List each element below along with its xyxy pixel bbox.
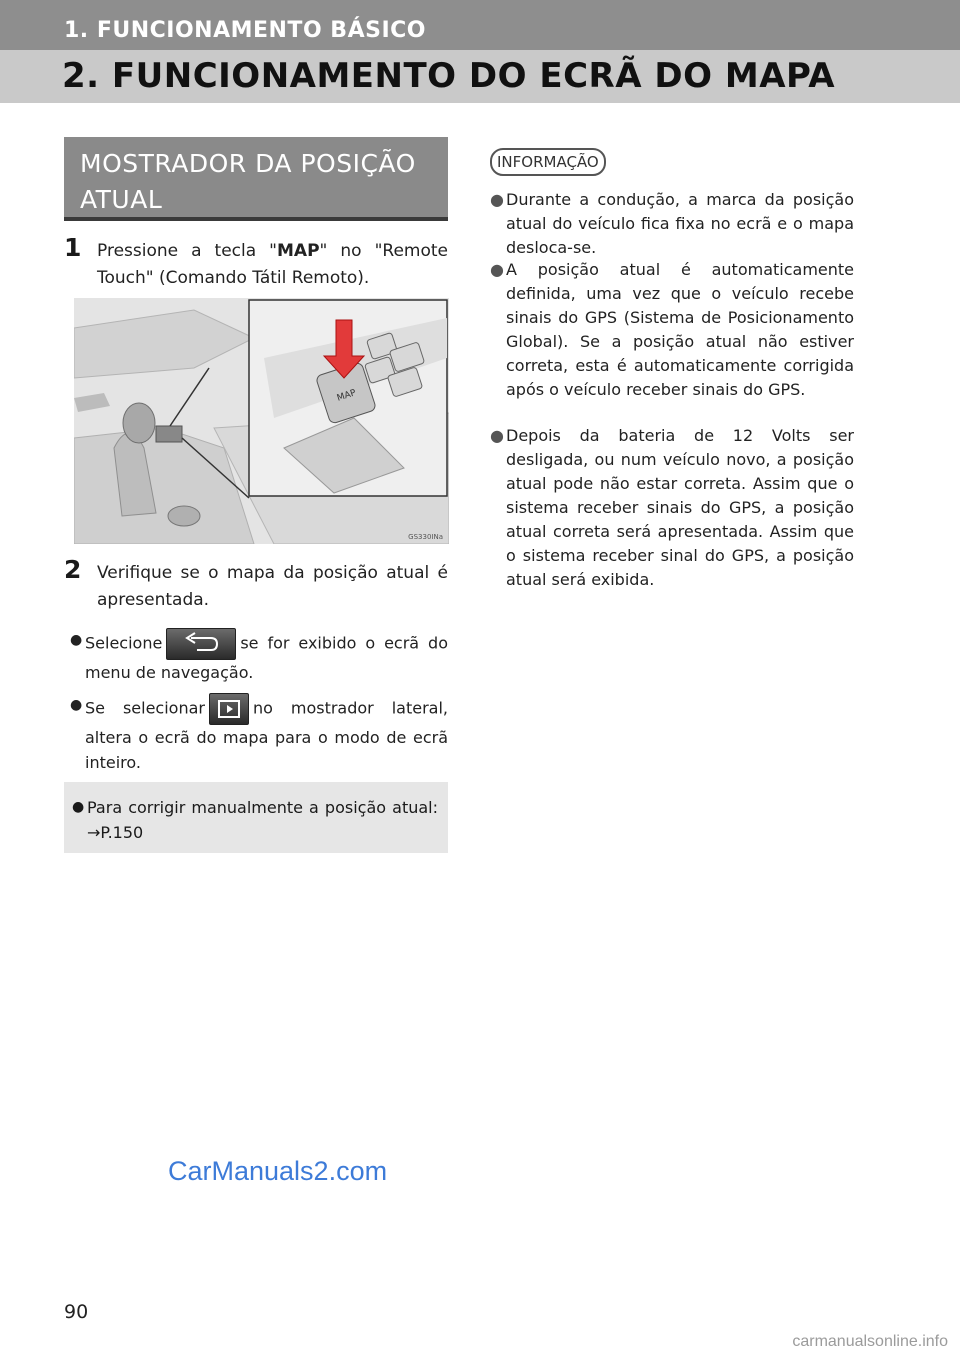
info-label: INFORMAÇÃO bbox=[490, 148, 606, 176]
bullet-dot-icon: ● bbox=[490, 426, 504, 445]
fullscreen-play-icon bbox=[209, 693, 249, 725]
step-number: 2 bbox=[64, 555, 82, 584]
bullet-back: ● Selecione se for exibido o ecrã do menu de navegação. bbox=[70, 628, 448, 685]
bullet-dot-icon: ● bbox=[70, 697, 83, 713]
step-text: Verifique se o mapa da posição atual é apresentada. bbox=[97, 563, 448, 610]
step-1 bbox=[64, 233, 448, 292]
info-item: ● A posição atual é automaticamente definida, uma vez que o veículo recebe sinais do GPS (Sistema de Posicionamento Global). Se a posição atual não estiver correta, esta é automaticamente corrigida após o veículo receber sinais do GPS. bbox=[490, 260, 854, 399]
bullet-dot-icon: ● bbox=[70, 632, 83, 648]
chapter-title: 1. FUNCIONAMENTO BÁSICO bbox=[64, 18, 426, 43]
step-text: Pressione a tecla "MAP" no "Remote Touch" (Comando Tátil Remoto). bbox=[97, 241, 448, 288]
step-number: 1 bbox=[64, 233, 82, 262]
map-key-label: MAP bbox=[277, 241, 320, 261]
console-illustration bbox=[74, 298, 449, 544]
back-arrow-icon bbox=[166, 628, 236, 660]
step-2 bbox=[64, 555, 448, 614]
watermark-carmanualsonline: carmanualsonline.info bbox=[792, 1333, 948, 1350]
topic-heading: MOSTRADOR DA POSIÇÃO ATUAL bbox=[80, 149, 416, 214]
section-title: 2. FUNCIONAMENTO DO ECRÃ DO MAPA bbox=[62, 56, 836, 96]
info-item: ● Durante a condução, a marca da posição atual do veículo fica fixa no ecrã e o mapa desloca-se. bbox=[490, 190, 854, 257]
bullet-dot-icon: ● bbox=[72, 799, 85, 815]
note-line: ● Para corrigir manualmente a posição atual: →P.150 bbox=[72, 795, 438, 845]
bullet-fullscreen: ● Se selecionar no mostrador lateral, altera o ecrã do mapa para o modo de ecrã inteiro. bbox=[70, 693, 448, 775]
map-key-mark: MAP bbox=[335, 388, 358, 404]
topic-heading-box bbox=[64, 137, 448, 221]
figure-code: GS330INa bbox=[408, 533, 443, 541]
note-box bbox=[64, 782, 448, 853]
bullet-dot-icon: ● bbox=[490, 190, 504, 209]
watermark-carmanuals2: CarManuals2.com bbox=[168, 1156, 388, 1186]
page-number: 90 bbox=[64, 1301, 89, 1323]
info-item: ● Depois da bateria de 12 Volts ser desligada, ou num veículo novo, a posição atual pode não estar correta. Assim que o sistema receber sinais do GPS, a posição atual correta será apresentada. Assim que o sistema receber sinal do GPS, a posição atual será exibida. bbox=[490, 426, 854, 589]
bullet-dot-icon: ● bbox=[490, 260, 504, 279]
page-reference[interactable]: →P.150 bbox=[87, 823, 144, 842]
console-drawing bbox=[74, 298, 449, 544]
